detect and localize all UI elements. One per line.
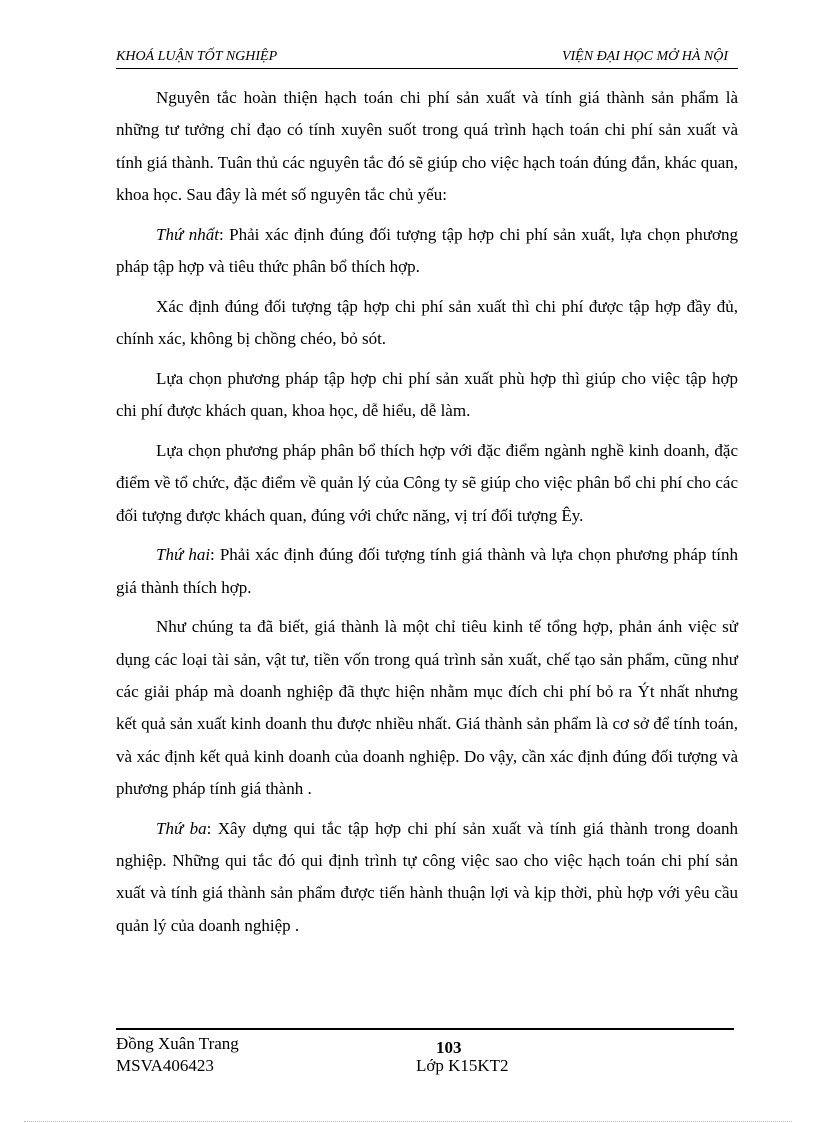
paragraph-text: Xác định đúng đối tượng tập hợp chi phí sản xuất thì chi phí được tập hợp đầy đủ, chính xác, không bị chồng chéo, bỏ sót.	[116, 296, 738, 349]
paragraph	[116, 539, 738, 604]
page-number: 103	[436, 1038, 462, 1057]
paragraph-lead: Thứ ba	[156, 818, 207, 838]
footer-class: Lớp K15KT2	[416, 1056, 509, 1075]
page-bottom-border	[24, 1121, 792, 1122]
paragraph-text: Lựa chọn phương pháp phân bổ thích hợp với đặc điểm ngành nghề kinh doanh, đặc điểm về tổ chức, đặc điểm về quản lý của Công ty sẽ giúp cho việc phân bổ chi phí cho các đối tượng được khách quan, đúng với chức năng, vị trí đối tượng Êy.	[116, 440, 738, 525]
paragraph-text: : Xây dựng qui tắc tập hợp chi phí sản xuất và tính giá thành trong doanh nghiệp. Những qui tắc đó qui định trình tự công việc sao cho việc hạch toán chi phí sản xuất và tính giá thành sản phẩm được tiến hành thuận lợi và kịp thời, phù hợp với yêu cầu quản lý của doanh nghiệp .	[116, 818, 739, 935]
paragraph-text: : Phải xác định đúng đối tượng tính giá thành và lựa chọn phương pháp tính giá thành thích hợp.	[116, 545, 738, 597]
header-right-title: VIỆN ĐẠI HỌC MỞ HÀ NỘI	[561, 49, 728, 64]
paragraph-text: Như chúng ta đã biết, giá thành là một chỉ tiêu kinh tế tổng hợp, phản ánh việc sử dụng các loại tài sản, vật tư, tiền vốn trong quá trình sản xuất, chế tạo sản phẩm, cũng như các giải pháp mà doanh nghiệp đã thực hiện nhằm mục đích chi phí bỏ ra Ýt nhất nhưng kết quả sản xuất kinh doanh thu được nhiều nhất. Giá thành sản phẩm là cơ sở để tính toán, và xác định kết quả kinh doanh của doanh nghiệp. Do vậy, cần xác định đúng đối tượng và phương pháp tính giá thành .	[116, 617, 738, 798]
footer-student-id: MSVA406423	[116, 1056, 214, 1075]
paragraph	[116, 219, 738, 284]
footer-author: Đồng Xuân Trang	[116, 1034, 239, 1053]
header-left-title: KHOÁ LUẬN TỐT NGHIỆP	[116, 49, 278, 64]
paragraph-text: Lựa chọn phương pháp tập hợp chi phí sản xuất phù hợp thì giúp cho việc tập hợp chi phí được khách quan, khoa học, dễ hiểu, dễ làm.	[116, 368, 738, 421]
paragraph-text: Nguyên tắc hoàn thiện hạch toán chi phí sản xuất và tính giá thành sản phẩm là những tư tưởng chỉ đạo có tính xuyên suốt trong quá trình hạch toán chi phí sản xuất và tính giá thành. Tuân thủ các nguyên tắc đó sẽ giúp cho việc hạch toán đúng đắn, khác quan, khoa học. Sau đây là mét số nguyên tắc chủ yếu:	[116, 88, 738, 204]
paragraph	[116, 435, 738, 532]
paragraph	[116, 363, 738, 428]
paragraph-lead: Thứ nhất	[156, 224, 219, 244]
paragraph-lead: Thứ hai	[156, 545, 211, 565]
footer-divider	[116, 1028, 734, 1030]
paragraph-text: : Phải xác định đúng đối tượng tập hợp chi phí sản xuất, lựa chọn phương pháp tập hợp và tiêu thức phân bổ thích hợp.	[116, 224, 738, 276]
document-body	[116, 82, 738, 949]
page-header	[116, 48, 738, 69]
paragraph	[116, 291, 738, 356]
paragraph	[116, 611, 738, 805]
paragraph	[116, 82, 738, 211]
paragraph	[116, 813, 738, 942]
